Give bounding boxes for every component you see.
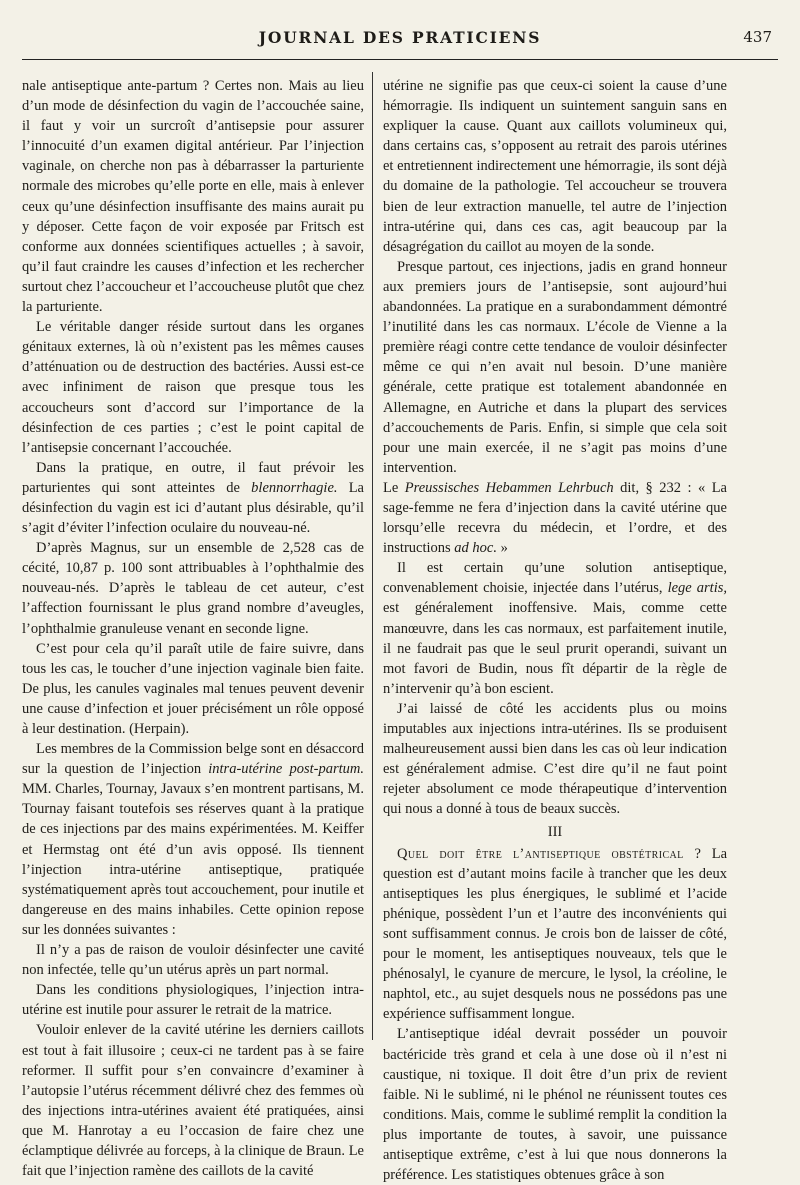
paragraph: Dans les conditions physiologiques, l’injection intra-utérine est inutile pour assurer le retrait de la matrice. [22,982,364,1019]
italic-term: ad hoc. [454,540,497,557]
paragraph: Il n’y a pas de raison de vouloir désinfecter une cavité non infectée, telle qu’un utérus après un part normal. [22,942,364,979]
paragraph: J’ai laissé de côté les accidents plus ou moins imputables aux injections intra-utérines. Ils se produisent malheureusement aussi bien dans les cas où leur indication est généralement admise. C’est dire qu’il ne faut point rejeter absolument ce mode thérapeutique d’intervention qui nous a donné à tous de beaux succès. [383,700,727,818]
running-title: JOURNAL DES PRATICIENS [258,28,542,47]
header-rule [22,59,778,60]
italic-title: Preussisches Hebammen Lehrbuch [404,479,614,496]
page-header [24,28,776,50]
paragraph: L’antiseptique idéal devrait posséder un pouvoir bactéricide très grand et cela à une dose où il n’est ni caustique, ni toxique. Il doit être d’un prix de revient faible. Ni le sublimé, ni le phénol ne réunissent toutes ces conditions. Mais, comme le sublimé remplit la condition la plus importante de toutes, à savoir, une puissance antiseptique extrême, c’est à lui que nous donnerons la préférence. Les statistiques obtenues grâce à son [383,1026,727,1184]
italic-term: blennorrhagie. [251,479,338,496]
left-column [22,76,364,1181]
paragraph: Vouloir enlever de la cavité utérine les derniers caillots est tout à fait illusoire ; ceux-ci ne tardent pas à se faire reformer. Il suffit pour s’en convaincre d’examiner à l’autopsie l’utérus récemment délivré chez des femmes où des injections intra-utérines avaient été pratiquées, ainsi que M. Hanrotay a eu l’occasion de faire chez une éclamptique délivrée au forceps, à la clinique de Braun. Le fait que l’injection ramène des caillots de la cavité [22,1022,364,1180]
italic-term: intra-utérine post-partum. [208,761,364,778]
italic-term: lege artis, [667,580,727,597]
paragraph: Presque partout, ces injections, jadis en grand honneur aux premiers jours de l’antisepsie, sont aujourd’hui abandonnées. La pratique en a surabondamment démontré l’inutilité dans les cas normaux. L’école de Vienne a la première réagi contre cette tendance de vouloir désinfecter même ce qui n’en avait nul besoin. D’une manière générale, cette pratique est totalement abandonnée en Allemagne, en Autriche et dans la plupart des services d’accouchements de Paris. Enfin, si simple que cela soit pour une main exercée, il ne s’agit pas moins d’une intervention. [383,258,727,476]
page-number: 437 [743,28,772,46]
quote-paragraph: Le Preussisches Hebammen Lehrbuch dit, § 232 : « La sage-femme ne fera d’injection dans la cavité utérine que lorsqu’elle recevra du médecin, et l’ordre, et des instructions ad hoc. » [383,479,727,557]
paragraph: utérine ne signifie pas que ceux-ci soient la cause d’une hémorragie. Ils indiquent un suintement sanguin sans en expliquer la cause. Quant aux caillots volumineux qui, dans certains cas, s’opposent au retrait des parois utérines et entretiennent indirectement une hémorragie, ils sont déjà du domaine de la pathologie. Tel accoucheur se trouvera bien de leur extraction manuelle, tel autre de l’injection intra-utérine qui, dans ces cas, agit beaucoup par la désagrégation du caillot au moyen de la sonde. [383,78,727,255]
paragraph: D’après Magnus, sur un ensemble de 2,528 cas de cécité, 10,87 p. 100 sont attribuables à l’ophthalmie des nouveau-nés. D’après le tableau de cet auteur, c’est l’affection fournissant le plus grand nombre d’aveugles, l’ophthalmie granuleuse venant en seconde ligne. [22,540,364,637]
paragraph: Dans la pratique, en outre, il faut prévoir les parturientes qui sont atteintes de blennorrhagie. La désinfection du vagin est ici d’autant plus désirable, qu’il s’agit d’éviter l’infection oculaire du nouveau-né. [22,459,364,537]
paragraph: Les membres de la Commission belge sont en désaccord sur la question de l’injection intra-utérine post-partum. MM. Charles, Tournay, Javaux s’en montrent partisans, M. Tournay faisant toutefois ses réserves quant à la pratique de ces injections par des mains expérimentées. M. Keiffer et Hermstag ont été d’un avis opposé. Ils tiennent l’injection intra-utérine antiseptique, pratiquée systématiquement après tout accouchement, pour inutile et dangereuse en des mains inhabiles. Cette opinion repose sur les données suivantes : [22,741,364,938]
smallcaps-lead: Quel doit être l’antiseptique obstétrical ? [397,845,702,862]
paragraph: nale antiseptique ante-partum ? Certes non. Mais au lieu d’un mode de désinfection du vagin de l’accouchée saine, il faut y voir un surcroît d’antisepsie pour assurer l’innocuité d’un examen digital antérieur. Par l’injection vaginale, on cherche non pas à débarrasser la parturiente normale des microbes qu’elle porte en elle, mais à enlever ceux qu’une désinfection insuffisante des mains aurait pu y déposer. Cette façon de voir exposée par Fritsch est conforme aux données scientifiques actuelles ; à savoir, qu’il faut craindre les causes d’infection et les rechercher surtout chez l’accoucheur et l’accoucheuse plutôt que chez la parturiente. [22,78,364,316]
paragraph: Le véritable danger réside surtout dans les organes génitaux externes, là où n’existent pas les mêmes causes d’atténuation ou de destruction des bactéries. Aussi est-ce avec infiniment de raison que presque tous les accoucheurs sont d’accord sur l’importance de la désinfection de ces parties ; c’est le point capital de l’antisepsie concernant l’accouchée. [22,319,364,456]
paragraph: Quel doit être l’antiseptique obstétrical ? La question est d’autant moins facile à trancher que les deux antiseptiques les plus énergiques, le sublimé et l’acide phénique, possèdent l’un et l’autre des inconvénients qui sont suffisamment connus. Je crois bon de laisser de côté, pour le moment, les antiseptiques nouveaux, tels que le phénosalyl, le cyanure de mercure, le lysol, la créoline, le naphtol, etc., au sujet desquels nous ne possédons pas une expérience suffisamment longue. [383,845,727,1023]
section-heading: III [547,824,563,841]
column-divider [372,72,373,1040]
paragraph: Il est certain qu’une solution antiseptique, convenablement choisie, injectée dans l’utérus, lege artis, est généralement inoffensive. Mais, comme cette manœuvre, dans les cas normaux, est parfaitement inutile, il ne faudrait pas que le seul prurit operandi, suivant un mot favori de Budin, nous fît départir de la règle de n’intervenir qu’à bon escient. [383,560,727,697]
right-column [383,76,727,1185]
paragraph: C’est pour cela qu’il paraît utile de faire suivre, dans tous les cas, le toucher d’une injection vaginale bien faite. De plus, les canules vaginales mal tenues peuvent devenir une cause d’infection et jouer précisément un rôle opposé à leur destination. (Herpain). [22,640,364,737]
